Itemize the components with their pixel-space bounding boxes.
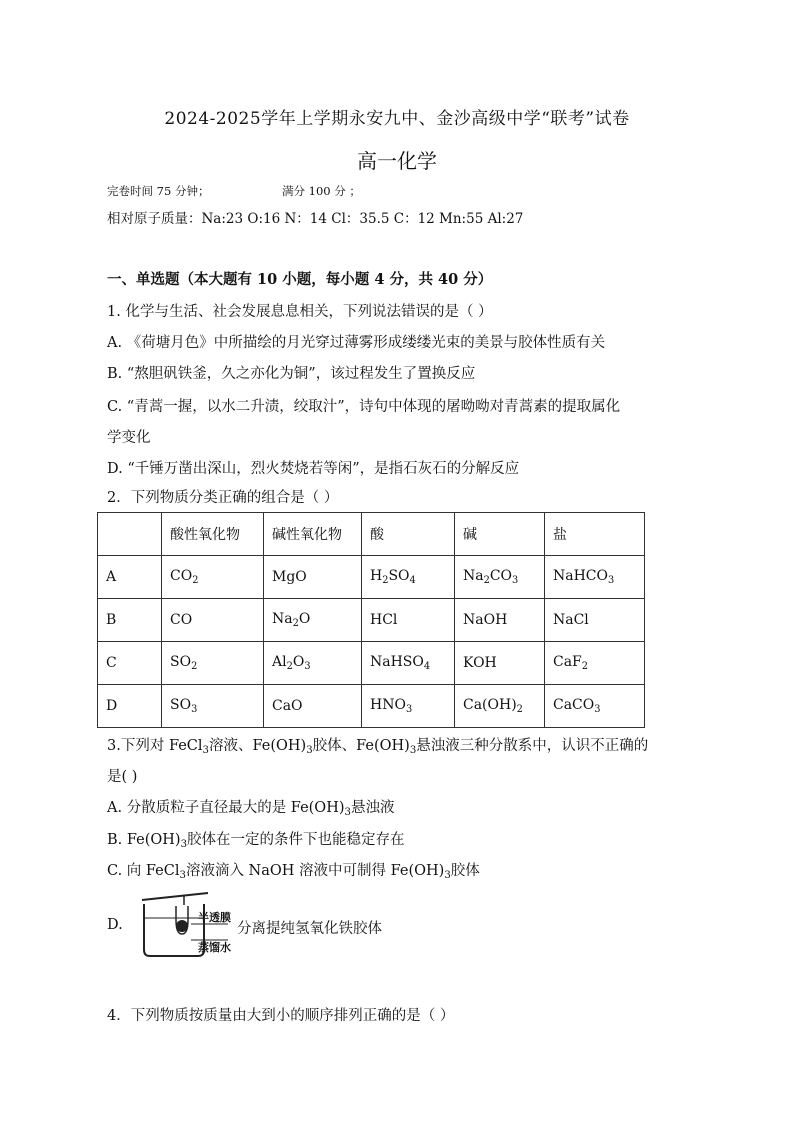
q3-option-b: B. $Fe(OH)_3$胶体在一定的条件下也能稳定存在 xyxy=(107,832,405,850)
q2-stem: 2．下列物质分类正确的组合是（ ） xyxy=(107,490,339,506)
header-cell: 酸性氧化物 xyxy=(162,513,264,556)
basic-oxide-cell: $Al_2O_3$ xyxy=(264,642,362,685)
q1-option-c-cont: 学变化 xyxy=(107,430,151,446)
acid-cell: $H_2SO_4$ xyxy=(362,556,455,599)
acid-cell: $HNO_3$ xyxy=(362,685,455,728)
header-cell: 酸 xyxy=(362,513,455,556)
acidic-oxide-cell: $SO_3$ xyxy=(162,685,264,728)
exam-title: 2024-2025学年上学期永安九中、金沙高级中学“联考”试卷 xyxy=(164,109,630,129)
q3-option-d-label: D. xyxy=(107,917,123,933)
section-heading: 一、单选题（本大题有 10 小题，每小题 4 分，共 40 分） xyxy=(107,271,493,288)
q1-option-a: A. 《荷塘月色》中所描绘的月光穿过薄雾形成缕缕光束的美景与胶体性质有关 xyxy=(107,335,606,351)
q3-option-a: A. 分散质粒子直径最大的是 $Fe(OH)_3$悬浊液 xyxy=(107,800,395,818)
dialysis-apparatus-figure xyxy=(136,890,234,958)
q3-stem: 3.下列对 FeCl$_3$溶液、$Fe(OH)_3$胶体、$Fe(OH)_3$悬浊液三种分散系中，认识不正确的 xyxy=(107,738,649,756)
q3-stem-cont: 是( ) xyxy=(107,769,138,785)
row-label: D xyxy=(98,685,162,728)
classification-table xyxy=(97,512,645,728)
semipermeable-membrane-label: 半透膜 xyxy=(198,911,231,924)
table-row xyxy=(98,556,645,599)
q3-option-c: C. 向 FeCl$_3$溶液滴入 NaOH 溶液中可制得 $Fe(OH)_3$胶体 xyxy=(107,863,480,881)
base-cell: KOH xyxy=(455,642,545,685)
full-score: 满分 100 分 ； xyxy=(282,184,361,198)
header-cell xyxy=(98,513,162,556)
header-cell: 碱性氧化物 xyxy=(264,513,362,556)
row-label: C xyxy=(98,642,162,685)
acid-cell: HCl xyxy=(362,599,455,642)
acidic-oxide-cell: $CO_2$ xyxy=(162,556,264,599)
q1-option-b: B. “熬胆矾铁釜，久之亦化为铜”，该过程发生了置换反应 xyxy=(107,366,476,382)
base-cell: $Na_2CO_3$ xyxy=(455,556,545,599)
exam-time: 完卷时间 75 分钟； xyxy=(107,184,210,198)
basic-oxide-cell: CaO xyxy=(264,685,362,728)
q4-stem: 4．下列物质按质量由大到小的顺序排列正确的是（ ） xyxy=(107,1008,455,1024)
q1-option-c: C. “青蒿一握，以水二升渍，绞取汁”，诗句中体现的屠呦呦对青蒿素的提取属化 xyxy=(107,399,621,415)
basic-oxide-cell: $Na_2O$ xyxy=(264,599,362,642)
table-header-row xyxy=(98,513,645,556)
distilled-water-label: 蒸馏水 xyxy=(198,941,231,954)
salt-cell: NaHCO$_3$ xyxy=(545,556,645,599)
atomic-mass-line: 相对原子质量：Na:23 O:16 N：14 Cl：35.5 C：12 Mn:55 Al:27 xyxy=(107,211,524,227)
table-row xyxy=(98,642,645,685)
salt-cell: CaF$_2$ xyxy=(545,642,645,685)
table-row xyxy=(98,599,645,642)
subject-title: 高一化学 xyxy=(357,149,437,173)
header-cell: 盐 xyxy=(545,513,645,556)
q3-option-d-text: 分离提纯氢氧化铁胶体 xyxy=(237,921,382,937)
acidic-oxide-cell: CO xyxy=(162,599,264,642)
q1-stem: 1. 化学与生活、社会发展息息相关，下列说法错误的是（ ） xyxy=(107,304,493,320)
salt-cell: NaCl xyxy=(545,599,645,642)
q1-option-d: D. “千锤万凿出深山，烈火焚烧若等闲”，是指石灰石的分解反应 xyxy=(107,461,520,477)
base-cell: $Ca(OH)_2$ xyxy=(455,685,545,728)
basic-oxide-cell: MgO xyxy=(264,556,362,599)
row-label: A xyxy=(98,556,162,599)
acid-cell: NaHSO$_4$ xyxy=(362,642,455,685)
acidic-oxide-cell: $SO_2$ xyxy=(162,642,264,685)
base-cell: NaOH xyxy=(455,599,545,642)
header-cell: 碱 xyxy=(455,513,545,556)
salt-cell: CaCO$_3$ xyxy=(545,685,645,728)
row-label: B xyxy=(98,599,162,642)
table-row xyxy=(98,685,645,728)
